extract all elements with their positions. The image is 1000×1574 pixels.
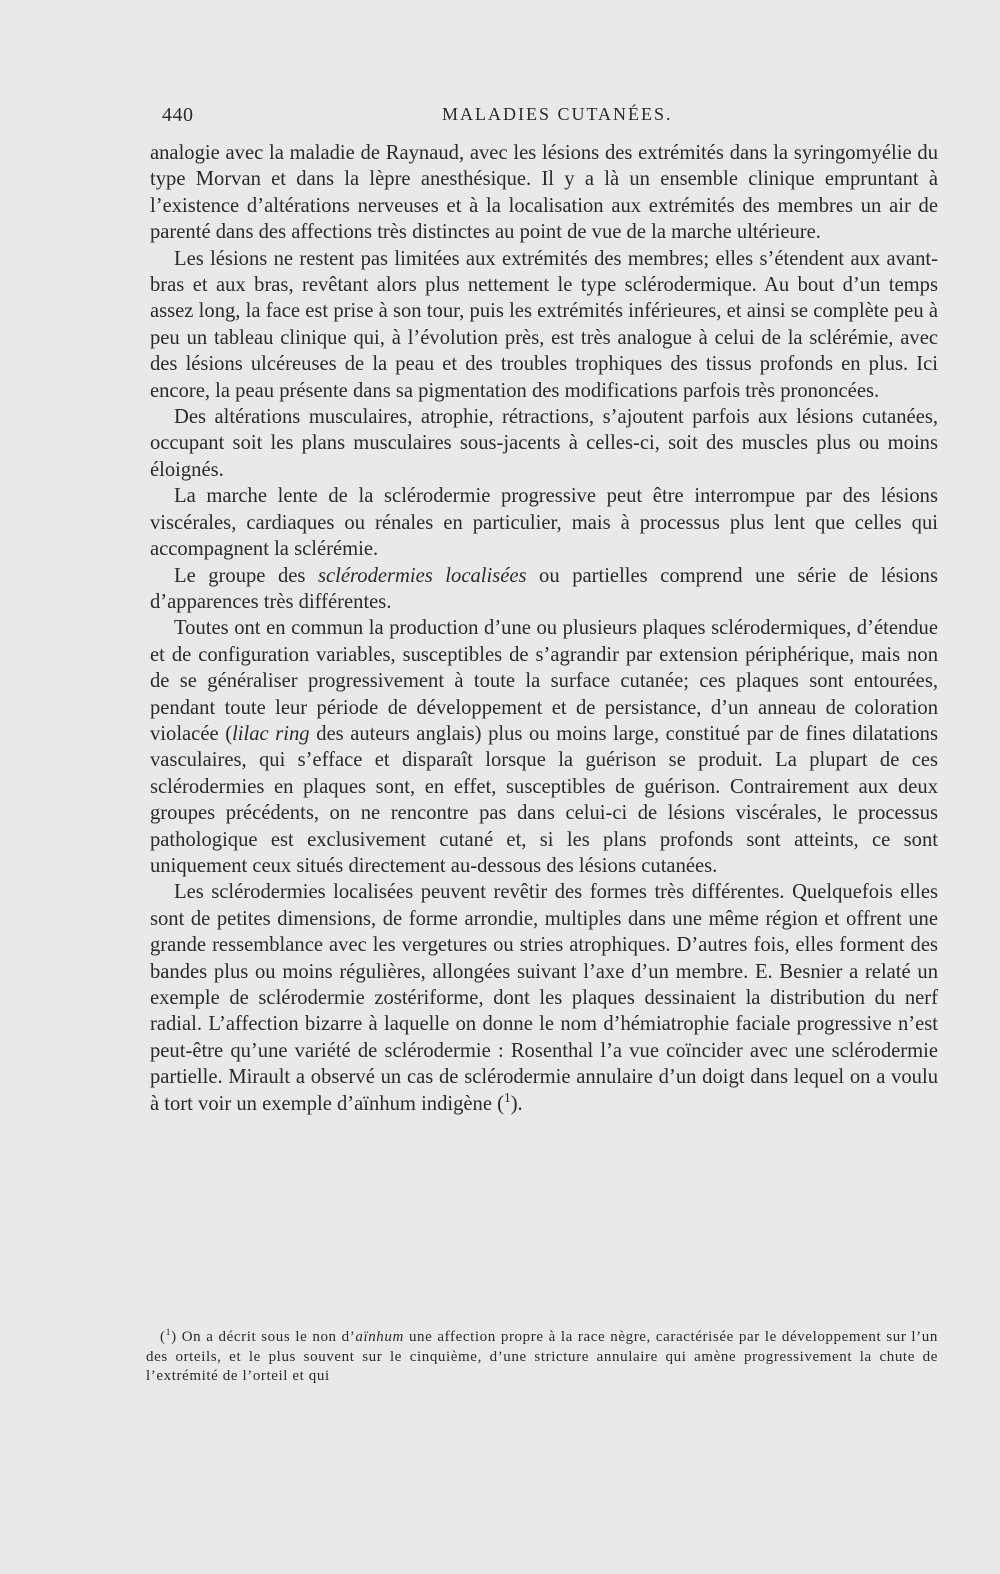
footnote-italic: aïnhum bbox=[355, 1329, 404, 1345]
page-number: 440 bbox=[162, 104, 194, 126]
paragraph-7-text-a: Les sclérodermies localisées peuvent revêtir des formes très différentes. Quelquefois elles sont de petites dimensions, de forme arrondie, multiples dans une même région et offrent une grande ressemblance avec les vergetures ou stries atrophiques. D’autres fois, elles forment des bandes plus ou moins régulières, allongées suivant l’axe d’un membre. E. Besnier a relaté un exemple de sclérodermie zostériforme, dont les plaques dessinaient la distribution du nerf radial. L’affection bizarre à laquelle on donne le nom d’hémiatrophie faciale progressive n’est peut-être qu’une variété de sclérodermie : Rosenthal l’a vue coïncider avec une sclérodermie partielle. Mirault a observé un cas de sclérodermie annulaire d’un doigt dans lequel on a voulu à tort voir un exemple d’aïnhum indigène ( bbox=[150, 881, 938, 1115]
paragraph-2 bbox=[150, 246, 938, 404]
paragraph-6-italic: lilac ring bbox=[232, 722, 310, 745]
paragraph-5-text-b: ou partielles comprend une série de lésions d’apparences très différentes. bbox=[150, 564, 938, 613]
paragraph-2-text: Les lésions ne restent pas limitées aux extrémités des membres; elles s’étendent aux avant-bras et aux bras, revêtant alors plus nettement le type sclérodermique. Au bout d’un temps assez long, la face est prise à son tour, puis les extrémités inférieures, et ainsi se complète peu à peu un tableau clinique qui, à l’évolution près, est très analogue à celui de la sclérémie, avec des lésions ulcéreuses de la peau et des troubles trophiques des tissus profonds en plus. Ici encore, la peau présente dans sa pigmentation des modifications parfois très prononcées. bbox=[150, 247, 938, 402]
paragraph-4 bbox=[150, 483, 938, 562]
footnote-1: ($^1$) On a décrit sous le non d’aïnhum une affection propre à la race nègre, caractérisée par le développement sur l’un des orteils, et le plus souvent sur le cinquième, d’une stricture annulaire qui amène progressivement la chute de l’extrémité de l’orteil et qui bbox=[146, 1327, 938, 1384]
body-text bbox=[150, 140, 938, 1117]
paragraph-5 bbox=[150, 563, 938, 616]
paragraph-6-text-b: des auteurs anglais) plus ou moins large, constitué par de fines dilatations vasculaires, qui s’efface et disparaît lorsque la guérison se produit. La plupart de ces sclérodermies en plaques sont, en effet, susceptibles de guérison. Contrairement aux deux groupes précédents, on ne rencontre pas dans celui-ci de lésions viscérales, le processus pathologique est exclusivement cutané et, si les plans profonds sont atteints, ce sont uniquement ceux situés directement au-dessous des lésions cutanées. bbox=[150, 722, 938, 877]
paragraph-6-text-a: Toutes ont en commun la production d’une ou plusieurs plaques sclérodermiques, d’étendue et de configuration variables, susceptibles de s’agrandir par extension périphérique, mais non de se généraliser progressivement à toute la surface cutanée; ces plaques sont entourées, pendant toute leur période de développement et de persistance, d’un anneau de coloration violacée ( bbox=[150, 617, 938, 745]
paragraph-7 bbox=[150, 879, 938, 1117]
footnotes bbox=[146, 1328, 938, 1387]
paragraph-1 bbox=[150, 140, 938, 246]
footnote-marker: 1 bbox=[165, 1327, 172, 1338]
paragraph-1-text: analogie avec la maladie de Raynaud, avec les lésions des extrémités dans la syringomyélie du type Morvan et dans la lèpre anesthésique. Il y a là un ensemble clinique empruntant à l’existence d’altérations nerveuses et à la localisation aux extrémités des membres un air de parenté dans des affections très distinctes au point de vue de la marche ultérieure. bbox=[150, 142, 938, 244]
paragraph-5-italic: sclérodermies localisées bbox=[318, 564, 527, 587]
footnote-text-a: On a décrit sous le non d’ bbox=[176, 1329, 356, 1345]
footnote-reference: 1 bbox=[504, 1089, 511, 1105]
paragraph-5-text-a: Le groupe des bbox=[174, 564, 318, 587]
running-title: MALADIES CUTANÉES. bbox=[442, 104, 673, 124]
footnote-text-b: une affection propre à la race nègre, caractérisée par le développement sur l’un des orteils, et le plus souvent sur le cinquième, d’une stricture annulaire qui amène progressivement la chute de l’extrémité de l’orteil et qui bbox=[146, 1329, 938, 1384]
paragraph-3 bbox=[150, 404, 938, 483]
paragraph-4-text: La marche lente de la sclérodermie progressive peut être interrompue par des lésions viscérales, cardiaques ou rénales en particulier, mais à processus plus lent que celles qui accompagnent la sclérémie. bbox=[150, 485, 938, 561]
paragraph-6 bbox=[150, 615, 938, 879]
paragraph-7-text-b: ). bbox=[510, 1092, 523, 1115]
paragraph-3-text: Des altérations musculaires, atrophie, rétractions, s’ajoutent parfois aux lésions cutanées, occupant soit les plans musculaires sous-jacents à celles-ci, soit des muscles plus ou moins éloignés. bbox=[150, 406, 938, 481]
running-head bbox=[162, 104, 940, 134]
